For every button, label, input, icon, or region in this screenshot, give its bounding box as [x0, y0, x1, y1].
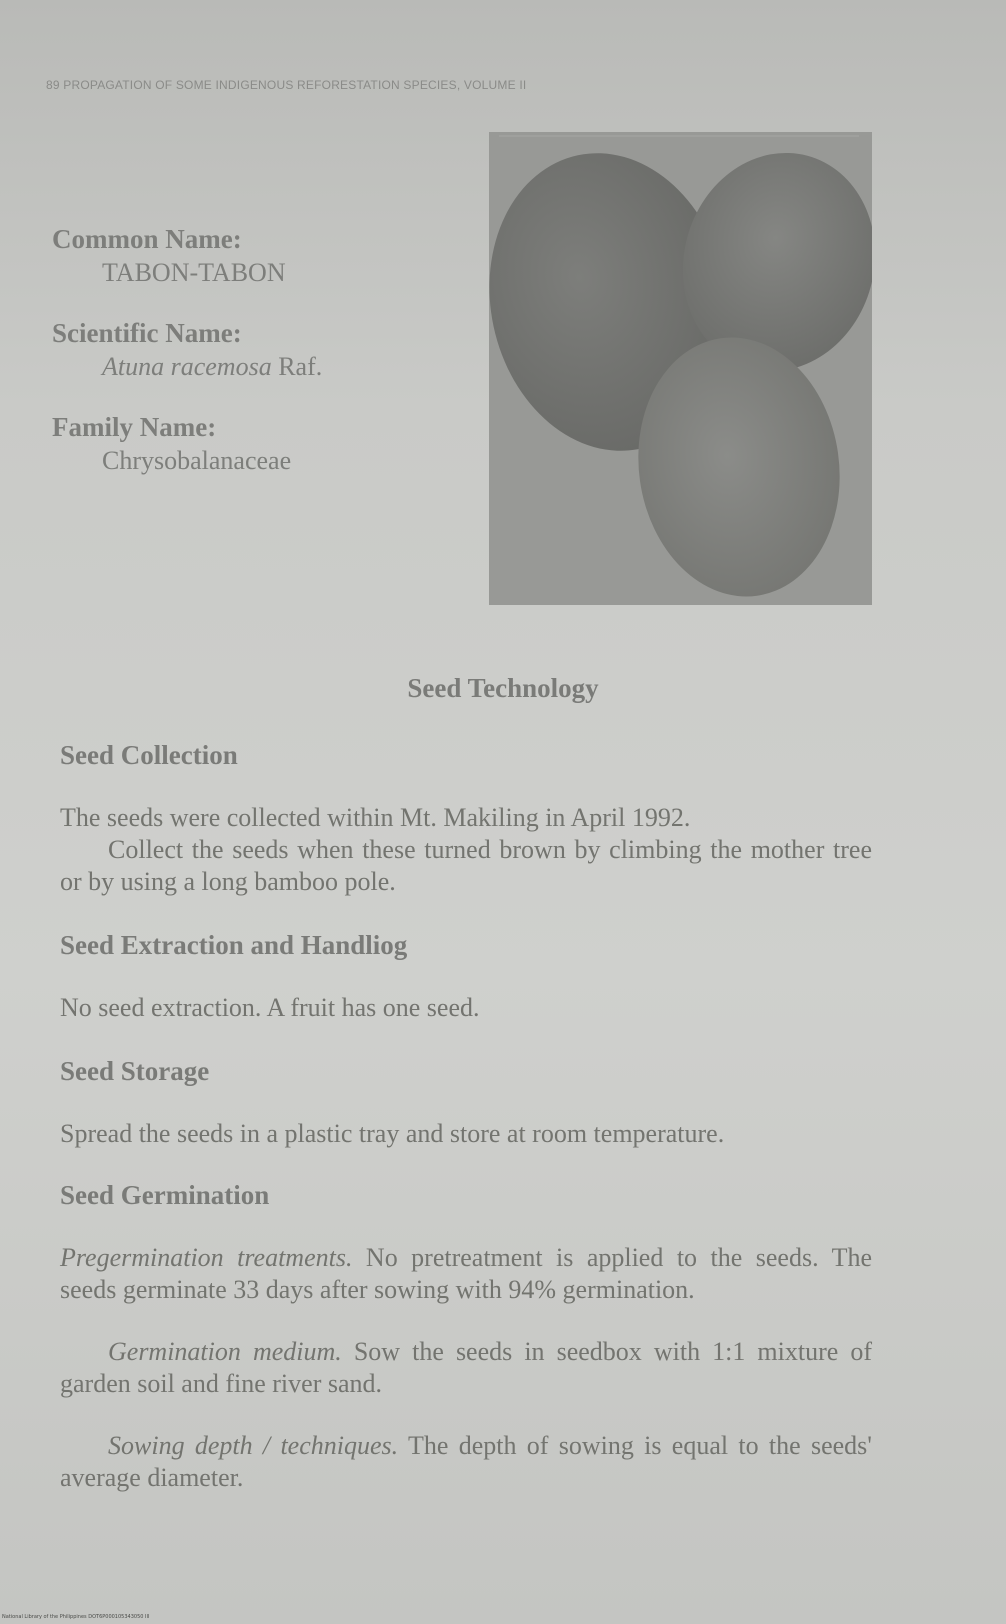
section-title: Seed Technology	[407, 673, 599, 703]
seed-collection-heading: Seed Collection	[60, 740, 238, 770]
seed-photograph	[489, 132, 872, 605]
common-name-group	[52, 222, 472, 290]
scientific-binomial: Atuna racemosa	[102, 352, 272, 381]
sowing-depth-paragraph	[60, 1430, 872, 1494]
pregermination-text: No pretreatment is applied to the seeds. The seeds germinate 33 days after sowing with 94% germination.	[60, 1243, 872, 1304]
pregermination-label: Pregermination treatments.	[60, 1243, 353, 1272]
scientific-name-group	[52, 316, 472, 384]
species-identification	[52, 222, 472, 504]
scientific-author: Raf.	[278, 352, 323, 381]
germination-medium-label: Germination medium.	[108, 1337, 342, 1366]
family-name-label: Family Name:	[52, 412, 217, 442]
scientific-name-label: Scientific Name:	[52, 318, 242, 348]
germination-medium-paragraph	[60, 1336, 872, 1400]
seed-photo-image	[489, 132, 872, 605]
running-head: 89 PROPAGATION OF SOME INDIGENOUS REFORESTATION SPECIES, VOLUME II	[46, 78, 527, 92]
germination-medium-text: Sow the seeds in seedbox with 1:1 mixture of garden soil and fine river sand.	[60, 1337, 872, 1398]
seed-extraction-text: No seed extraction. A fruit has one seed.	[60, 993, 480, 1022]
seed-technology-content	[60, 738, 872, 1494]
common-name-label: Common Name:	[52, 224, 242, 254]
family-name-group	[52, 410, 472, 478]
scientific-name-value	[102, 350, 472, 384]
seed-storage-heading: Seed Storage	[60, 1056, 210, 1086]
pregermination-paragraph	[60, 1242, 872, 1306]
sowing-depth-label: Sowing depth / techniques.	[108, 1431, 399, 1460]
seed-collection-text-1: The seeds were collected within Mt. Makiling in April 1992.	[60, 803, 691, 832]
family-name-value: Chrysobalanaceae	[102, 446, 292, 475]
seed-germination-heading: Seed Germination	[60, 1180, 270, 1210]
seed-collection-text-2: Collect the seeds when these turned brown by climbing the mother tree or by using a long bamboo pole.	[60, 835, 872, 896]
seed-storage-text: Spread the seeds in a plastic tray and store at room temperature.	[60, 1119, 725, 1148]
scan-footer: National Library of the Philippines DOT6P000105343050 III	[2, 1614, 150, 1620]
seed-extraction-heading: Seed Extraction and Handliog	[60, 930, 408, 960]
common-name-value: TABON-TABON	[102, 258, 286, 287]
sowing-depth-text: The depth of sowing is equal to the seeds' average diameter.	[60, 1431, 872, 1492]
